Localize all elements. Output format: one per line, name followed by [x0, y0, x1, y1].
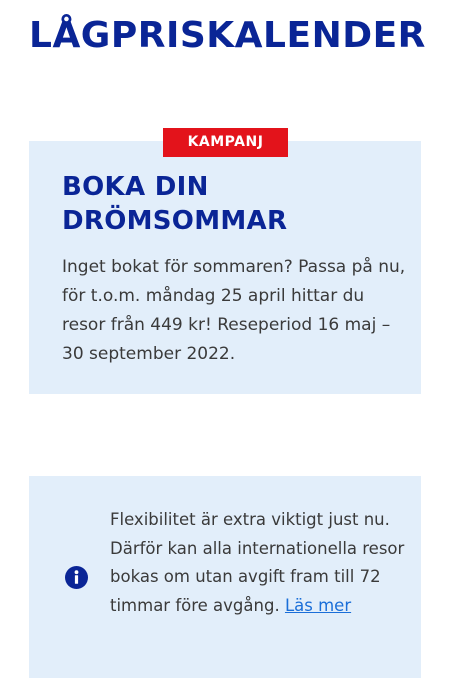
campaign-heading[interactable]: BOKA DIN DRÖMSOMMAR [62, 172, 288, 236]
campaign-badge: KAMPANJ [163, 128, 288, 157]
page-title: LÅGPRISKALENDER [29, 15, 426, 56]
info-icon [65, 566, 88, 589]
read-more-link[interactable]: Läs mer [284, 595, 352, 615]
info-message [110, 506, 405, 620]
info-text: Flexibilitet är extra viktigt just nu. Därför kan alla internationella resor bokas om utan avgift fram till 72 timmar före avgång. [110, 510, 405, 615]
campaign-description: Inget bokat för sommaren? Passa på nu, för t.o.m. måndag 25 april hittar du resor från 449 kr! Reseperiod 16 maj – 30 september 2022. [62, 257, 406, 364]
